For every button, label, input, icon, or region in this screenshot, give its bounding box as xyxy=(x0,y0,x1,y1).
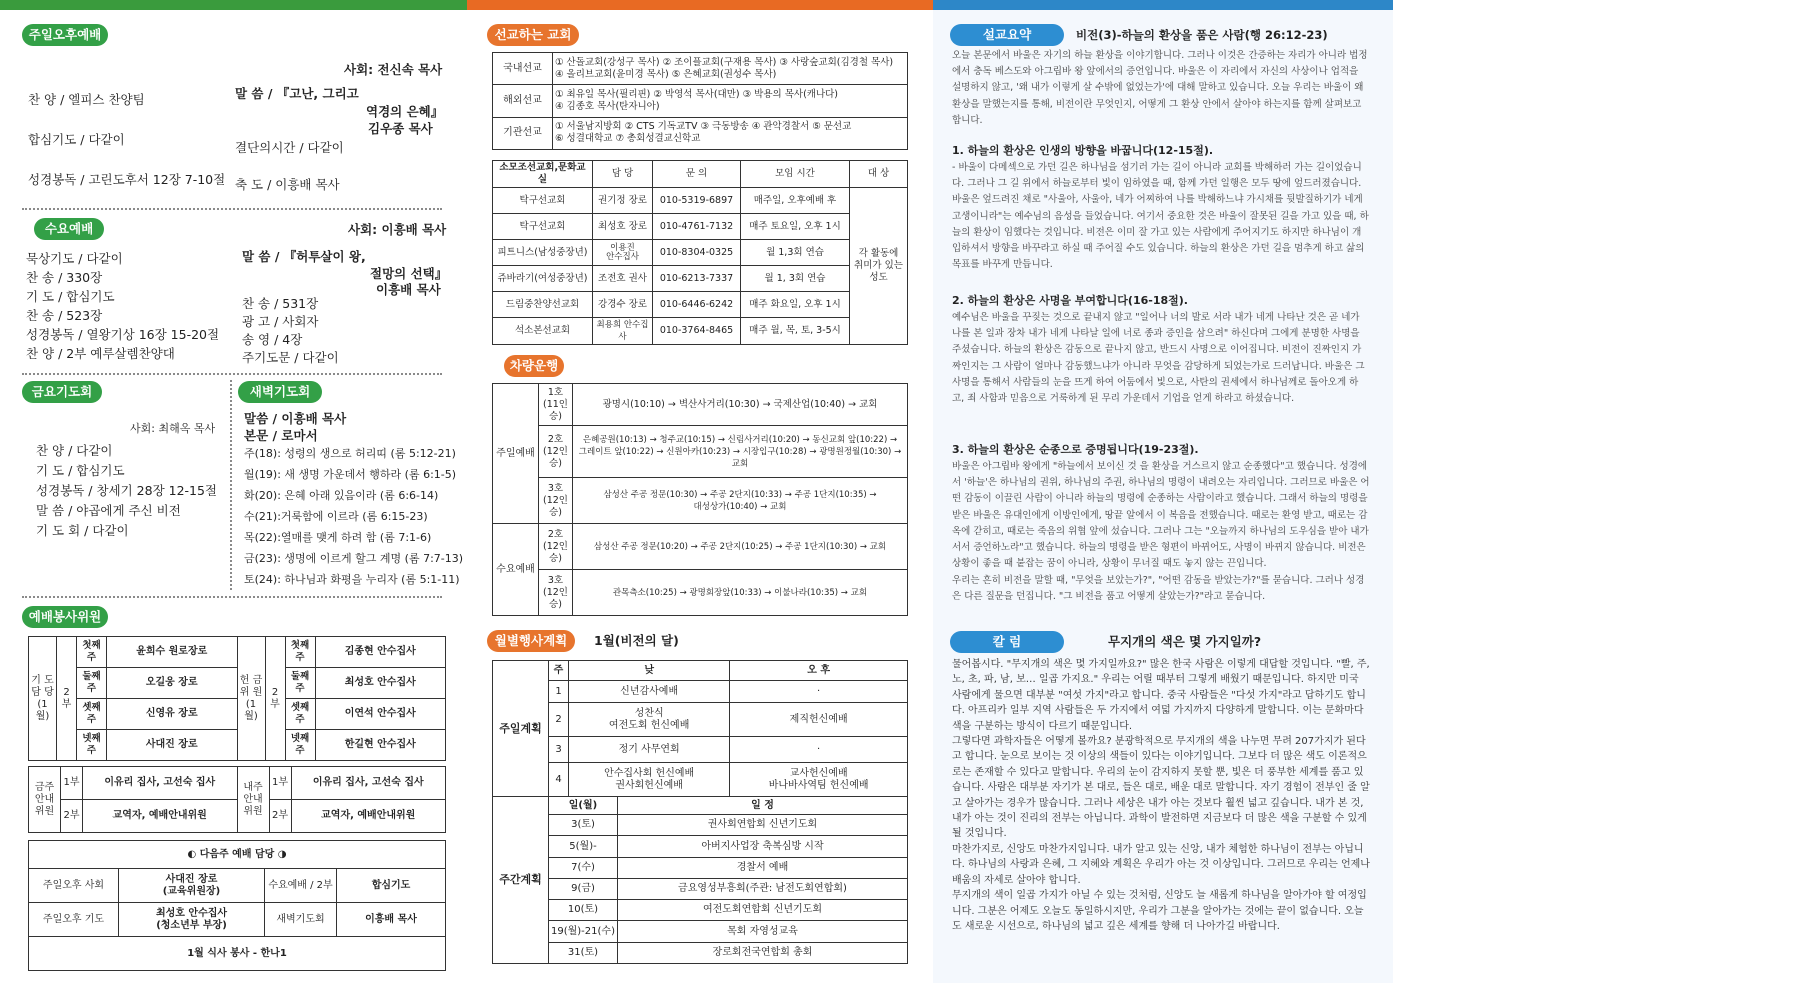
wed-right-line: 광 고 / 사회자 xyxy=(242,314,319,329)
plan-week: 3 xyxy=(549,737,569,763)
week-date: 9(금) xyxy=(549,878,618,899)
car-table xyxy=(492,383,908,616)
missions-tag: 선교하는 교회 xyxy=(487,24,579,46)
week-table xyxy=(492,796,908,964)
sunday-sermon-c: 김우종 목사 xyxy=(368,121,433,136)
plan-head: 주 xyxy=(549,661,569,681)
week-label: 넷째주 xyxy=(285,730,315,761)
week-label: 넷째주 xyxy=(77,730,107,761)
divider-vertical xyxy=(230,380,233,590)
class-time: 매주 월, 목, 토, 3-5시 xyxy=(741,318,850,345)
class-phone: 010-6446-6242 xyxy=(653,292,741,318)
mission-items: ⑥ 성결대학교 ⑦ 총회성결교신학교 xyxy=(555,133,701,145)
class-time: 월 1, 3회 연습 xyxy=(741,266,850,292)
dawn-prayer-tag: 새벽기도회 xyxy=(238,381,322,403)
car-no: 2호 (12인승) xyxy=(539,524,573,570)
point-3-heading: 3. 하늘의 환상은 순종으로 증명됩니다(19-23절). xyxy=(952,443,1199,456)
plan-week: 2 xyxy=(549,703,569,737)
week-date: 5(월)- xyxy=(549,836,618,857)
dawn-head2: 본문 / 로마서 xyxy=(244,428,318,443)
next-cell: 사대진 장로 (교육위원장) xyxy=(119,869,265,903)
class-lead: 최성호 장로 xyxy=(593,214,653,240)
week-date: 19(월)-21(수) xyxy=(549,921,618,942)
week-label: 첫째주 xyxy=(77,637,107,668)
volunteers-table xyxy=(28,636,446,761)
part-label: 2부 xyxy=(57,637,77,761)
wednesday-service-tag: 수요예배 xyxy=(34,218,104,240)
point-3-text: 바울은 아그립바 왕에게 "하늘에서 보이신 것 을 환상을 거스르지 않고 순종했다"고 했습니다. 성경에서 '하늘'은 하나님의 권위, 하나님의 주권, 하나님의 명령이 내려오는 자리입니다. 그러므로 바울은 어떤 감동이 이끌린 사람이 아니라 하늘의 명령에 순종하는 사람이라고 했습니다. 그래서 하늘의 명령을 받은 바울은 유대인에게 이방인에게, 땅끝 알에서 이 복음을 전했습니다. 때로는 환영 받고, 때로는 감옥에 갇히고, 때로는 죽음의 위협 앞에 섰습니다. 그러나 그는 "오늘까지 하나님의 도우심을 받아 내가 서서 증언하노라"고 했습니다. 하늘의 명령을 받은 형편이 바뀌어도, 사명이 바뀌지 않습니다. 비전은 상황이 좋을 때 붙잡는 꿈이 아니라, 상황이 무너질 때도 놓지 않는 끈입니다. xyxy=(952,461,1370,570)
guide-this-label: 금주 안내 위원 xyxy=(29,767,61,833)
dawn-line: 주(18): 성령의 생으로 허리띠 (롬 5:12-21) xyxy=(244,447,456,460)
class-lead: 권기정 장로 xyxy=(593,188,653,214)
sunday-sermon-a: 말 씀 / 『고난, 그리고 xyxy=(235,86,359,101)
plan-week: 4 xyxy=(549,763,569,797)
class-time: 매주일, 오후예배 후 xyxy=(741,188,850,214)
guide-this-2: 교역자, 예배안내위원 xyxy=(83,800,238,833)
wed-sermon-b: 절망의 선택』 xyxy=(370,266,448,281)
next-cell: 수요예배 / 2부 xyxy=(265,869,337,903)
fri-line: 찬 양 / 다같이 xyxy=(36,443,113,458)
wed-line: 찬 송 / 523장 xyxy=(26,308,103,323)
part-label: 2부 xyxy=(265,637,285,761)
divider xyxy=(22,596,442,598)
classes-table xyxy=(492,160,908,345)
wed-line: 찬 양 / 2부 예루살렘찬양대 xyxy=(26,346,175,361)
wed-sermon-c: 이흥배 목사 xyxy=(376,282,441,297)
car-route: 광명시(10:10) → 벽산사거리(10:30) → 국제산업(10:40) → 교회 xyxy=(573,384,908,426)
week-head: 일(월) xyxy=(549,797,618,815)
fri-line: 말 씀 / 야곱에게 주신 비전 xyxy=(36,503,181,518)
week-label: 주간계획 xyxy=(493,797,549,964)
part-label: 1부 xyxy=(269,767,291,800)
dawn-line: 월(19): 새 생명 가운데서 행하라 (롬 6:1-5) xyxy=(244,468,457,481)
friday-prayer-tag: 금요기도회 xyxy=(22,381,102,403)
class-name: 드림중찬양선교회 xyxy=(493,292,593,318)
prayer-person: 신영유 장로 xyxy=(107,699,238,730)
part-label: 2부 xyxy=(269,800,291,833)
sunday-host: 사회: 전신속 목사 xyxy=(344,62,443,77)
car-tag: 차량운행 xyxy=(504,355,564,377)
offering-person: 김종현 안수집사 xyxy=(315,637,446,668)
classes-head: 문 의 xyxy=(653,161,741,188)
plan-pm: 제직헌신예배 xyxy=(730,703,908,737)
plan-day: 신년감사예배 xyxy=(569,681,730,703)
week-event: 권사회연합회 신년기도회 xyxy=(617,815,907,836)
offering-label: 헌 금 위 원 (1월) xyxy=(237,637,265,761)
classes-head: 모임 시간 xyxy=(741,161,850,188)
week-label: 첫째주 xyxy=(285,637,315,668)
meal-service: 1월 식사 봉사 - 한나1 xyxy=(29,937,446,971)
wed-sermon-a: 말 씀 / 『허투살이 왕, xyxy=(242,249,366,264)
plan-day: 정기 사무연회 xyxy=(569,737,730,763)
fri-line: 성경봉독 / 창세기 28장 12-15절 xyxy=(36,483,218,498)
class-name: 석소본선교회 xyxy=(493,318,593,345)
orange-top-band xyxy=(467,0,933,10)
class-target: 각 활동에 취미가 있는 성도 xyxy=(850,188,908,345)
class-phone: 010-4761-7132 xyxy=(653,214,741,240)
week-label: 둘째주 xyxy=(285,668,315,699)
class-lead: 최용희 안수집사 xyxy=(593,318,653,345)
car-sunday-label: 주일예배 xyxy=(493,384,539,524)
sunday-service-tag: 주일오후예배 xyxy=(22,24,108,46)
dawn-line: 목(22):열매를 맺게 하려 함 (롬 7:1-6) xyxy=(244,531,432,544)
plan-pm: · xyxy=(730,681,908,703)
plan-week: 1 xyxy=(549,681,569,703)
plan-day: 성찬식 여전도회 헌신예배 xyxy=(569,703,730,737)
plan-pm: · xyxy=(730,737,908,763)
sunday-blessing: 축 도 / 이흥배 목사 xyxy=(235,177,340,192)
wednesday-host: 사회: 이흥배 목사 xyxy=(348,222,447,237)
next-cell: 주일오후 기도 xyxy=(29,903,119,937)
class-name: 탁구선교회 xyxy=(493,214,593,240)
classes-head: 대 상 xyxy=(850,161,908,188)
part-label: 2부 xyxy=(61,800,83,833)
next-cell: 새벽기도회 xyxy=(265,903,337,937)
car-route: 삼성산 주공 정문(10:30) → 주공 2단지(10:33) → 주공 1단지(10:35) → 대성상가(10:40) → 교회 xyxy=(573,478,908,524)
summary-title: 비전(3)-하늘의 환상을 품은 사람(행 26:12-23) xyxy=(1076,28,1328,42)
column-title: 무지개의 색은 몇 가지일까? xyxy=(1108,634,1262,649)
sunday-resolution: 결단의시간 / 다같이 xyxy=(235,140,344,155)
wed-line: 성경봉독 / 열왕기상 16장 15-20절 xyxy=(26,327,220,342)
guide-next-1: 이유리 집사, 고선숙 집사 xyxy=(291,767,446,800)
week-label: 둘째주 xyxy=(77,668,107,699)
green-top-band xyxy=(0,0,467,10)
sunday-praise: 찬 양 / 엘피스 찬양팀 xyxy=(28,92,145,107)
car-route: 은혜공원(10:13) → 청주교(10:15) → 신림사거리(10:20) → 동신교회 앞(10:22) → 그레이트 앞(10:22) → 신원아카(10:23) → 시장입구(10:28) → 광명원정월(10:30) → 교회 xyxy=(573,426,908,478)
part-label: 1부 xyxy=(61,767,83,800)
friday-host: 사회: 최해옥 목사 xyxy=(130,422,216,435)
dawn-line: 수(21):거룩함에 이르라 (롬 6:15-23) xyxy=(244,510,428,523)
class-phone: 010-5319-6897 xyxy=(653,188,741,214)
missions-table xyxy=(492,52,908,150)
next-cell: 최성호 안수집사 (청소년부 부장) xyxy=(119,903,265,937)
guide-next-label: 내주 안내 위원 xyxy=(237,767,269,833)
wed-line: 묵상기도 / 다같이 xyxy=(26,251,123,266)
mission-items: ① 산돌교회(강성구 목사) ② 조이플교회(구재용 목사) ③ 사랑숲교회(김경철 목사) xyxy=(555,56,894,68)
offering-person: 최성호 안수집사 xyxy=(315,668,446,699)
offering-person: 한길현 안수집사 xyxy=(315,730,446,761)
class-phone: 010-6213-7337 xyxy=(653,266,741,292)
wed-right-line: 주기도문 / 다같이 xyxy=(242,350,339,365)
next-week-title: ◐ 다음주 예배 담당 ◑ xyxy=(29,841,446,869)
next-week-table xyxy=(28,840,446,971)
week-event: 목회 자영성교육 xyxy=(617,921,907,942)
class-name: 피트니스(남성중장년) xyxy=(493,240,593,266)
plan-head: 오 후 xyxy=(730,661,908,681)
dawn-line: 토(24): 하나님과 화평을 누리자 (롬 5:1-11) xyxy=(244,573,460,586)
wed-right-line: 송 영 / 4장 xyxy=(242,332,303,347)
class-phone: 010-8304-0325 xyxy=(653,240,741,266)
class-name: 탁구선교회 xyxy=(493,188,593,214)
plan-day: 안수집사회 헌신예배 권사회헌신예배 xyxy=(569,763,730,797)
guide-next-2: 교역자, 예배안내위원 xyxy=(291,800,446,833)
prayer-person: 오길웅 장로 xyxy=(107,668,238,699)
classes-head: 담 당 xyxy=(593,161,653,188)
divider xyxy=(22,373,442,375)
volunteers-tag: 예배봉사위원 xyxy=(22,606,108,628)
monthly-title: 1월(비전의 달) xyxy=(594,633,679,648)
class-lead: 강경수 장로 xyxy=(593,292,653,318)
summary-intro: 오늘 본문에서 바울은 자기의 하늘 환상을 이야기합니다. 그러나 이것은 간증하는 자리가 아니라 법정에서 충독 베스도와 아그립바 왕 앞에서의 증언입니다. 바울은 이 자리에서 자신의 사상이나 업적을 설명하지 않고, '왜 내가 이렇게 살 수밖에 없었는가'에 대해 말하고 있습니다. 오늘 우리는 바울이 왜 환상을 말했는지를 통해, 비전이란 무엇인지, 어떻게 그 환상 안에서 살아야 하는지를 함께 살펴보고 합니다. xyxy=(952,50,1368,126)
plan-pm: 교사헌신예배 바나바사역팀 헌신예배 xyxy=(730,763,908,797)
wed-right-line: 찬 송 / 531장 xyxy=(242,296,319,311)
fri-line: 기 도 / 합심기도 xyxy=(36,463,125,478)
next-cell: 이흥배 목사 xyxy=(337,903,446,937)
summary-tag: 설교요약 xyxy=(950,24,1064,46)
plan-label: 주일계획 xyxy=(493,661,549,797)
car-no: 2호 (12인승) xyxy=(539,426,573,478)
point-2-heading: 2. 하늘의 환상은 사명을 부여합니다(16-18절). xyxy=(952,294,1188,307)
guides-table xyxy=(28,766,446,833)
point-1-heading: 1. 하늘의 환상은 인생의 방향을 바꿉니다(12-15절). xyxy=(952,144,1214,157)
week-event: 금요영성부흥회(주관: 남전도회연합회) xyxy=(617,878,907,899)
wed-line: 기 도 / 합심기도 xyxy=(26,289,115,304)
sunday-sermon-b: 역경의 은혜』 xyxy=(366,104,444,119)
fri-line: 기 도 회 / 다같이 xyxy=(36,523,129,538)
mission-items: ④ 김종호 목사(탄자니아) xyxy=(555,100,660,112)
class-name: 쥬바라기(여성중장년) xyxy=(493,266,593,292)
dawn-head1: 말씀 / 이흥배 목사 xyxy=(244,411,347,426)
car-wed-label: 수요예배 xyxy=(493,524,539,616)
car-route: 삼성산 주공 정문(10:20) → 주공 2단지(10:25) → 주공 1단지(10:30) → 교회 xyxy=(573,524,908,570)
class-lead: 조전호 권사 xyxy=(593,266,653,292)
dawn-line: 화(20): 은혜 아래 있음이라 (롬 6:6-14) xyxy=(244,489,439,502)
week-event: 장로회전국연합회 총회 xyxy=(617,942,907,963)
point-1-text: - 바울이 다메섹으로 가던 길은 하나님을 섬기러 가는 길이 아니라 교회를 박해하러 가는 길이었습니다. 그러나 그 길 위에서 하늘로부터 빛이 임하였을 때, 함께 가던 일행은 모두 땅에 엎드러졌습니다. 바울은 엎드려진 채로 "사울아, 사울아, 네가 어찌하여 나를 박해하느냐 가시채를 뒷발질하기가 네게 고생이니라"는 예수님의 음성을 들었습니다. 여기서 중요한 것은 바울이 잘못된 길을 가고 있을 때, 하늘의 환상이 임했다는 것입니다. 비전은 이미 잘 가고 있는 사람에게 주어지기도 하지만 하나님이 개입하셔서 방향을 바꾸라고 하실 때 주어질 수도 있습니다. 하늘의 환상은 가던 길을 멈추게 하고 삶의 목표를 바꾸게 만듭니다. xyxy=(952,162,1369,271)
prayer-person: 윤희수 원로장로 xyxy=(107,637,238,668)
prayer-label: 기 도 담 당 (1월) xyxy=(29,637,57,761)
week-event: 아버지사업장 축복심방 시작 xyxy=(617,836,907,857)
point-2-text: 예수님은 바울을 꾸짖는 것으로 끝내지 않고 "일어나 너의 발로 서라 내가 네게 나타난 것은 곧 네가 나를 본 일과 장차 내가 네게 나타날 일에 너로 종과 증인을 삼으려" 하신다며 그에게 분명한 사명을 주셨습니다. 하늘의 환상은 감동으로 끝나지 않고, 반드시 사명으로 이어집니다. 비전이 진짜인지 가짜인지는 그 사람이 얼마나 감동했느냐가 아니라 무엇을 감당하게 되었는가로 드러납니다. 바울은 그 사명을 통해서 사람들의 눈을 뜨게 하여 어둠에서 빛으로, 사탄의 권세에서 하나님께로 돌아오게 하고, 죄 사함과 믿음으로 거룩하게 된 무리 가운데서 기업을 얻게 하라고 하셨습니다. xyxy=(952,312,1365,405)
car-no: 3호 (12인승) xyxy=(539,570,573,616)
week-date: 31(토) xyxy=(549,942,618,963)
week-event: 여전도회연합회 신년기도회 xyxy=(617,900,907,921)
mission-items: ① 서울남지방회 ② CTS 기독교TV ③ 극동방송 ④ 관악경찰서 ⑤ 문선교 xyxy=(555,121,852,133)
mission-label: 해외선교 xyxy=(493,85,553,117)
mission-items: ④ 올리브교회(윤미경 목사) ⑤ 은혜교회(권성수 목사) xyxy=(555,68,777,80)
plan-table xyxy=(492,660,908,797)
class-time: 매주 토요일, 오후 1시 xyxy=(741,214,850,240)
blue-top-band xyxy=(933,0,1393,10)
class-time: 월 1,3회 연습 xyxy=(741,240,850,266)
sunday-reading: 성경봉독 / 고린도후서 12장 7-10절 xyxy=(28,172,226,187)
car-no: 1호 (11인승) xyxy=(539,384,573,426)
class-phone: 010-3764-8465 xyxy=(653,318,741,345)
class-time: 매주 화요일, 오후 1시 xyxy=(741,292,850,318)
wed-line: 찬 송 / 330장 xyxy=(26,270,103,285)
week-label: 셋째주 xyxy=(77,699,107,730)
divider xyxy=(22,208,442,210)
week-date: 7(수) xyxy=(549,857,618,878)
dawn-line: 금(23): 생명에 이르게 할그 계명 (롬 7:7-13) xyxy=(244,552,464,565)
car-no: 3호 (12인승) xyxy=(539,478,573,524)
monthly-tag: 월별행사계획 xyxy=(487,630,575,652)
week-head: 일 정 xyxy=(617,797,907,815)
mission-label: 국내선교 xyxy=(493,53,553,85)
guide-this-1: 이유리 집사, 고선숙 집사 xyxy=(83,767,238,800)
class-lead: 이용진 안수집사 xyxy=(593,240,653,266)
prayer-person: 사대진 장로 xyxy=(107,730,238,761)
plan-head: 낮 xyxy=(569,661,730,681)
mission-items: ① 최유일 목사(필리핀) ② 박영석 목사(대만) ③ 박용의 목사(캐나다) xyxy=(555,88,839,100)
offering-person: 이연석 안수집사 xyxy=(315,699,446,730)
sunday-prayer: 합심기도 / 다같이 xyxy=(28,132,125,147)
week-event: 경찰서 예배 xyxy=(617,857,907,878)
classes-head: 소모조선교회,문화교실 xyxy=(493,161,593,188)
week-date: 10(토) xyxy=(549,900,618,921)
week-date: 3(토) xyxy=(549,815,618,836)
car-route: 관목측소(10:25) → 광명회장앞(10:33) → 이불나라(10:35) → 교회 xyxy=(573,570,908,616)
column-tag: 칼 럼 xyxy=(950,631,1064,653)
week-label: 셋째주 xyxy=(285,699,315,730)
summary-closing: 우리는 흔히 비전을 말할 때, "무엇을 보았는가?", "어떤 감동을 받았는가?"를 묻습니다. 그러나 성경은 다른 질문을 던집니다. "그 비전을 품고 어떻게 살았는가?"라고 묻습니다. xyxy=(952,575,1365,603)
column-text: 물어봅시다. "무지개의 색은 몇 가지일까요?" 많은 한국 사람은 이렇게 대답할 것입니다. "빨, 주, 노, 초, 파, 남, 보… 일곱 가지요." 우리는 어릴 때부터 그렇게 배웠기 때문입니다. 하지만 미국 사람에게 물으면 대부분 "여섯 가지"라고 합니다. 중국 사람들은 "다섯 가지"라고 답하기도 합니다. 아프리카 일부 지역 사람들은 두 가지에서 여덟 가지까지 다양하게 말합니다. 이는 문화마다 색을 구분하는 방식이 다르기 때문입니다. 그렇다면 과학자들은 어떻게 볼까요? 분광학적으로 무지개의 색을 나누면 무려 207가지가 된다고 합니다. 눈으로 보이는 것 이상의 색들이 있다는 이야기입니다. 그보다 더 많은 색도 이론적으로는 존재할 수 있다고 말합니다. 우리의 눈이 감지하지 못할 뿐, 빛은 더 풍부한 세계를 품고 있습니다. 사람은 대부분 자기가 본 대로, 들은 대로, 배운 대로 말합니다. 자기 경험이 전부인 줄 알고 살아가는 경우가 많습니다. 그러나 세상은 내가 아는 것보다 훨씬 넓고 깊습니다. 내가 본 것, 내가 아는 것이 진리의 전부는 아닙니다. 과학이 발전하면 지금보다 더 많은 색을 구분할 수 있게 될 것입니다. 마찬가지로, 신앙도 마찬가지입니다. 내가 알고 있는 신앙, 내가 체험한 하나님이 전부는 아닙니다. 하나님의 사랑과 은혜, 그 지혜와 계획은 우리가 아는 것 이상입니다. 그러므로 우리는 언제나 배움의 자세로 살아야 합니다. 무지개의 색이 일곱 가지가 아닐 수 있는 것처럼, 신앙도 늘 새롭게 하나님을 알아가야 할 여정입니다. 그분은 어제도 오늘도 동일하시지만, 우리가 그분을 알아가는 것에는 끝이 없습니다. 오늘도 새로운 시선으로, 하나님의 넓고 깊은 세계를 향해 더 나아가길 바랍니다. xyxy=(952,659,1370,932)
next-cell: 주일오후 사회 xyxy=(29,869,119,903)
mission-label: 기관선교 xyxy=(493,117,553,149)
next-cell: 합심기도 xyxy=(337,869,446,903)
